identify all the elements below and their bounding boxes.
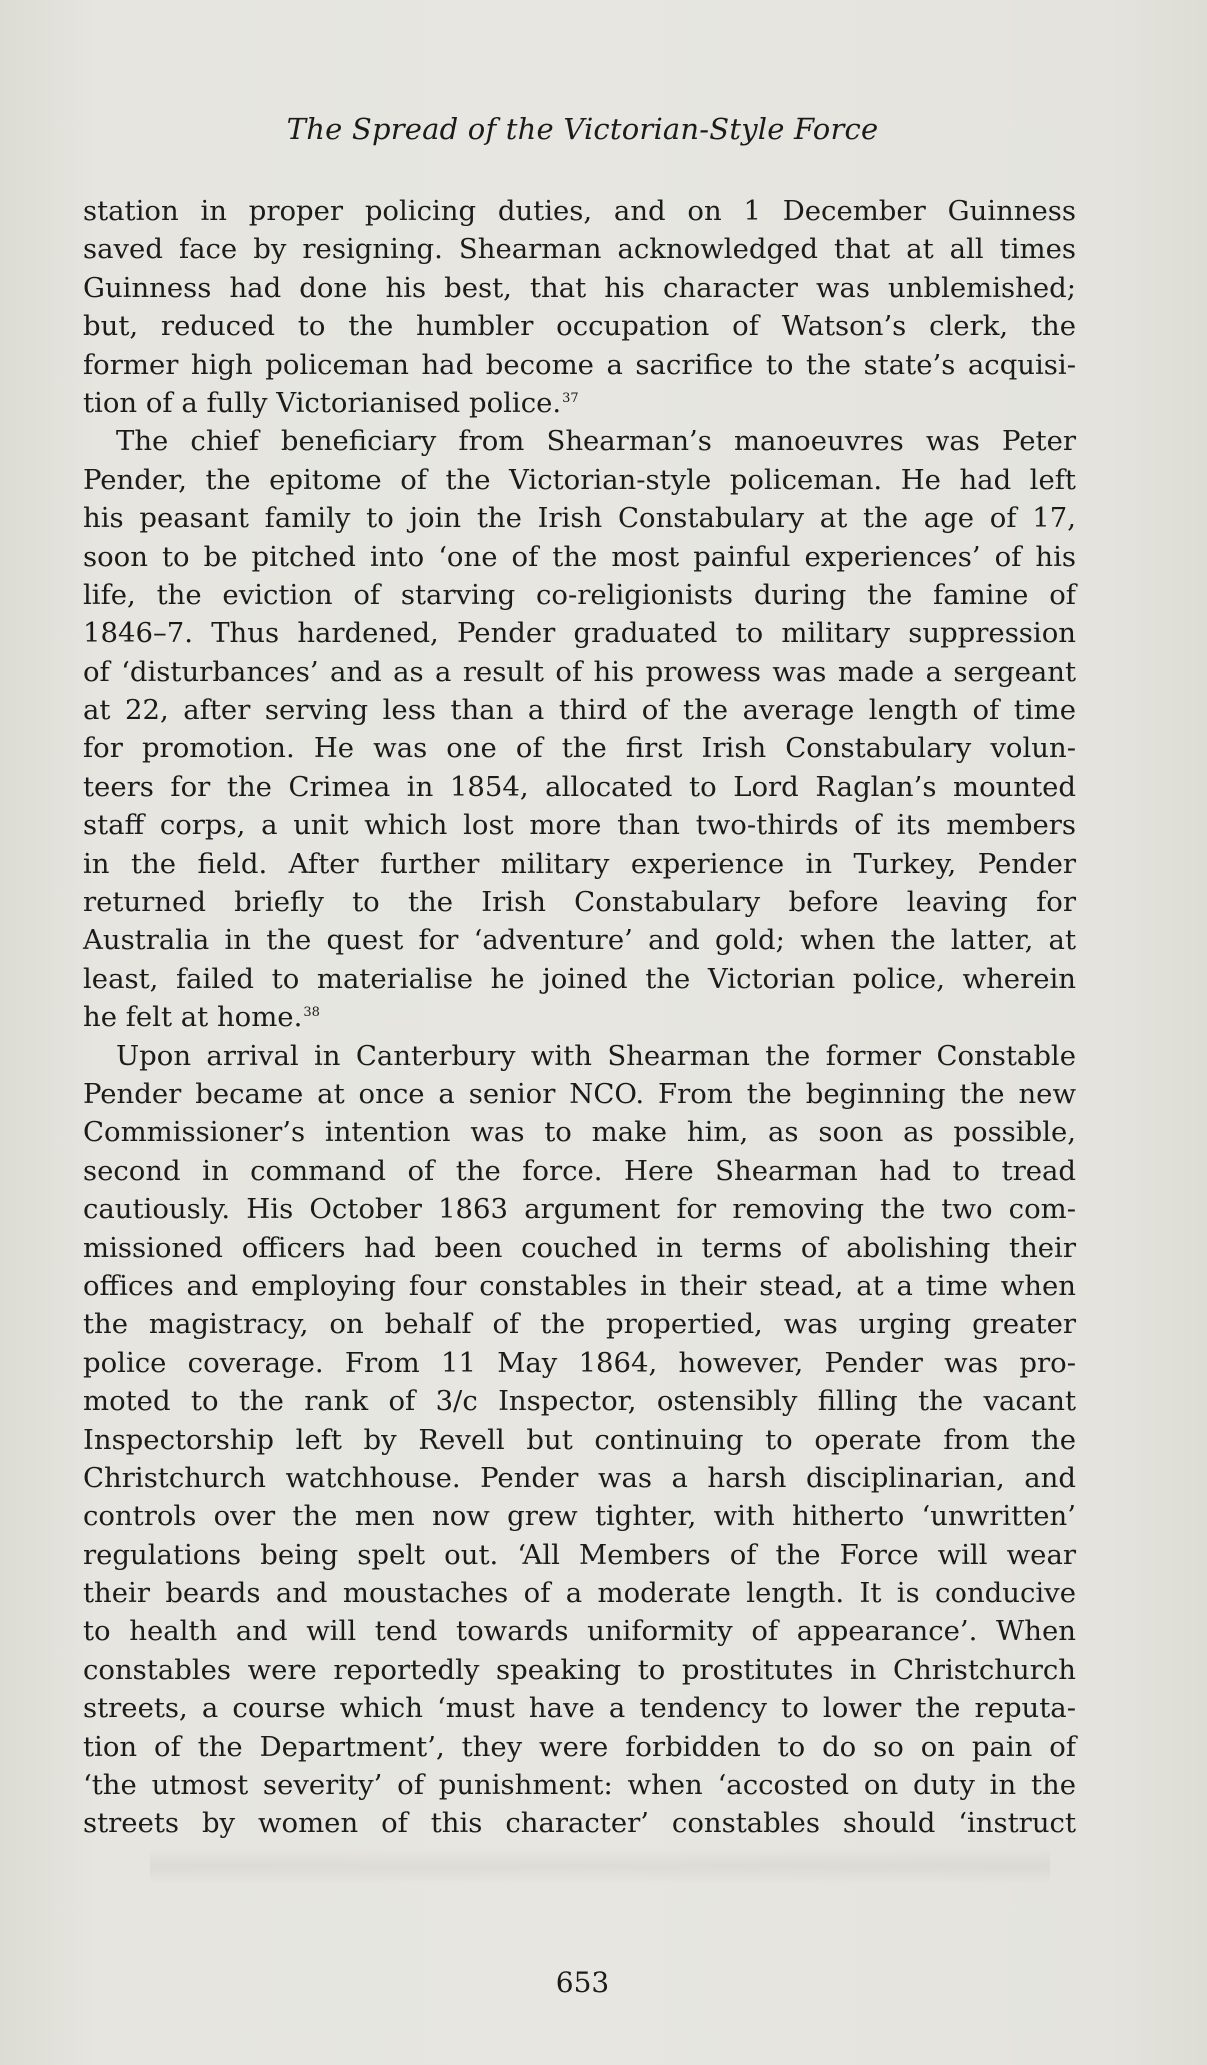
- text-line: [83, 691, 1076, 729]
- text-line: [83, 1651, 1076, 1689]
- text-line: [83, 192, 1076, 230]
- line-text: ‘the utmost severity’ of punishment: when ‘accosted on duty in the: [83, 1769, 1076, 1802]
- text-line: [83, 1612, 1076, 1650]
- line-text: at 22, after serving less than a third of the average length of time: [83, 694, 1076, 727]
- line-text: of ‘disturbances’ and as a result of his prowess was made a sergeant: [83, 655, 1076, 688]
- text-line: [83, 1229, 1076, 1267]
- text-line: [83, 845, 1076, 883]
- text-line: [83, 384, 1076, 422]
- text-line: [83, 1536, 1076, 1574]
- page-number: 653: [555, 1966, 610, 1999]
- text-line: [83, 1574, 1076, 1612]
- line-text: cautiously. His October 1863 argument for removing the two com-: [83, 1193, 1076, 1226]
- line-text: saved face by resigning. Shearman acknowledged that at all times: [83, 233, 1076, 266]
- line-text: life, the eviction of starving co-religionists during the famine of: [83, 578, 1076, 611]
- text-line: [83, 230, 1076, 268]
- text-line: [83, 921, 1076, 959]
- line-text: Pender became at once a senior NCO. From the beginning the new: [83, 1077, 1076, 1110]
- text-line: [83, 883, 1076, 921]
- text-line: [83, 1267, 1076, 1305]
- text-line: [83, 1075, 1076, 1113]
- text-line: [83, 1305, 1076, 1343]
- text-line: [83, 1804, 1076, 1842]
- text-line: [83, 768, 1076, 806]
- footnote-marker: 37: [562, 390, 579, 406]
- line-text: streets by women of this character’ constables should ‘instruct: [83, 1807, 1076, 1840]
- line-text: least, failed to materialise he joined the Victorian police, wherein: [83, 962, 1076, 995]
- line-text: Upon arrival in Canterbury with Shearman the former Constable: [116, 1039, 1076, 1072]
- text-line: [83, 576, 1076, 614]
- text-line: [83, 1113, 1076, 1151]
- text-line: [83, 729, 1076, 767]
- line-text: missioned officers had been couched in terms of abolishing their: [83, 1231, 1076, 1264]
- line-text: Christchurch watchhouse. Pender was a harsh disciplinarian, and: [83, 1461, 1076, 1494]
- text-line: [83, 1728, 1076, 1766]
- text-line: [83, 1766, 1076, 1804]
- text-line: [83, 1344, 1076, 1382]
- line-text: tion of the Department’, they were forbidden to do so on pain of: [83, 1730, 1076, 1763]
- line-text: he felt at home.: [83, 1001, 303, 1034]
- line-text: their beards and moustaches of a moderate length. It is conducive: [83, 1577, 1076, 1610]
- line-text: staff corps, a unit which lost more than two-thirds of its members: [83, 809, 1076, 842]
- text-line: [83, 614, 1076, 652]
- line-text: controls over the men now grew tighter, with hitherto ‘unwritten’: [83, 1500, 1076, 1533]
- text-line: [83, 1459, 1076, 1497]
- text-line: [83, 346, 1076, 384]
- line-text: moted to the rank of 3/c Inspector, ostensibly filling the vacant: [83, 1385, 1076, 1418]
- text-line: [83, 269, 1076, 307]
- line-text: the magistracy, on behalf of the propertied, was urging greater: [83, 1308, 1076, 1341]
- line-text: station in proper policing duties, and on 1 December Guinness: [83, 195, 1076, 227]
- line-text: Pender, the epitome of the Victorian-style policeman. He had left: [83, 463, 1076, 496]
- line-text: Australia in the quest for ‘adventure’ and gold; when the latter, at: [83, 924, 1076, 957]
- line-text: soon to be pitched into ‘one of the most painful experiences’ of his: [83, 540, 1076, 573]
- line-text: constables were reportedly speaking to prostitutes in Christchurch: [83, 1653, 1076, 1686]
- text-line: [83, 422, 1076, 460]
- text-line: [83, 1037, 1076, 1075]
- line-text: police coverage. From 11 May 1864, however, Pender was pro-: [83, 1346, 1076, 1379]
- line-text: regulations being spelt out. ‘All Members of the Force will wear: [83, 1538, 1076, 1571]
- text-line: [83, 461, 1076, 499]
- text-line: [83, 1497, 1076, 1535]
- text-line: [83, 307, 1076, 345]
- line-text: Inspectorship left by Revell but continuing to operate from the: [83, 1423, 1076, 1456]
- line-text: to health and will tend towards uniformity of appearance’. When: [83, 1615, 1076, 1648]
- text-line: [83, 998, 1076, 1036]
- text-line: [83, 538, 1076, 576]
- line-text: his peasant family to join the Irish Constabulary at the age of 17,: [83, 502, 1076, 535]
- line-text: former high policeman had become a sacrifice to the state’s acquisi-: [83, 348, 1076, 381]
- text-line: [83, 1190, 1076, 1228]
- text-line: [83, 806, 1076, 844]
- line-text: 1846–7. Thus hardened, Pender graduated to military suppression: [83, 617, 1076, 650]
- text-line: [83, 1689, 1076, 1727]
- line-text: returned briefly to the Irish Constabulary before leaving for: [83, 886, 1076, 919]
- line-text: The chief beneficiary from Shearman’s manoeuvres was Peter: [116, 425, 1076, 458]
- text-line: [83, 1152, 1076, 1190]
- line-text: teers for the Crimea in 1854, allocated to Lord Raglan’s mounted: [83, 770, 1076, 803]
- line-text: but, reduced to the humbler occupation of Watson’s clerk, the: [83, 310, 1076, 343]
- line-text: streets, a course which ‘must have a tendency to lower the reputa-: [83, 1692, 1076, 1725]
- line-text: Guinness had done his best, that his character was unblemished;: [83, 271, 1076, 304]
- line-text: in the field. After further military experience in Turkey, Pender: [83, 847, 1076, 880]
- text-line: [83, 499, 1076, 537]
- text-line: [83, 960, 1076, 998]
- line-text: tion of a fully Victorianised police.: [83, 386, 562, 419]
- running-head: The Spread of the Victorian-Style Force: [286, 112, 879, 146]
- line-text: for promotion. He was one of the first Irish Constabulary volun-: [83, 732, 1076, 765]
- line-text: second in command of the force. Here Shearman had to tread: [83, 1154, 1076, 1187]
- show-through-text: [150, 1848, 1050, 1884]
- footnote-marker: 38: [303, 1005, 320, 1021]
- text-line: [83, 653, 1076, 691]
- line-text: offices and employing four constables in their stead, at a time when: [83, 1269, 1076, 1302]
- text-line: [83, 1382, 1076, 1420]
- text-line: [83, 1421, 1076, 1459]
- body-text: [83, 192, 1076, 1843]
- line-text: Commissioner’s intention was to make him, as soon as possible,: [83, 1116, 1076, 1149]
